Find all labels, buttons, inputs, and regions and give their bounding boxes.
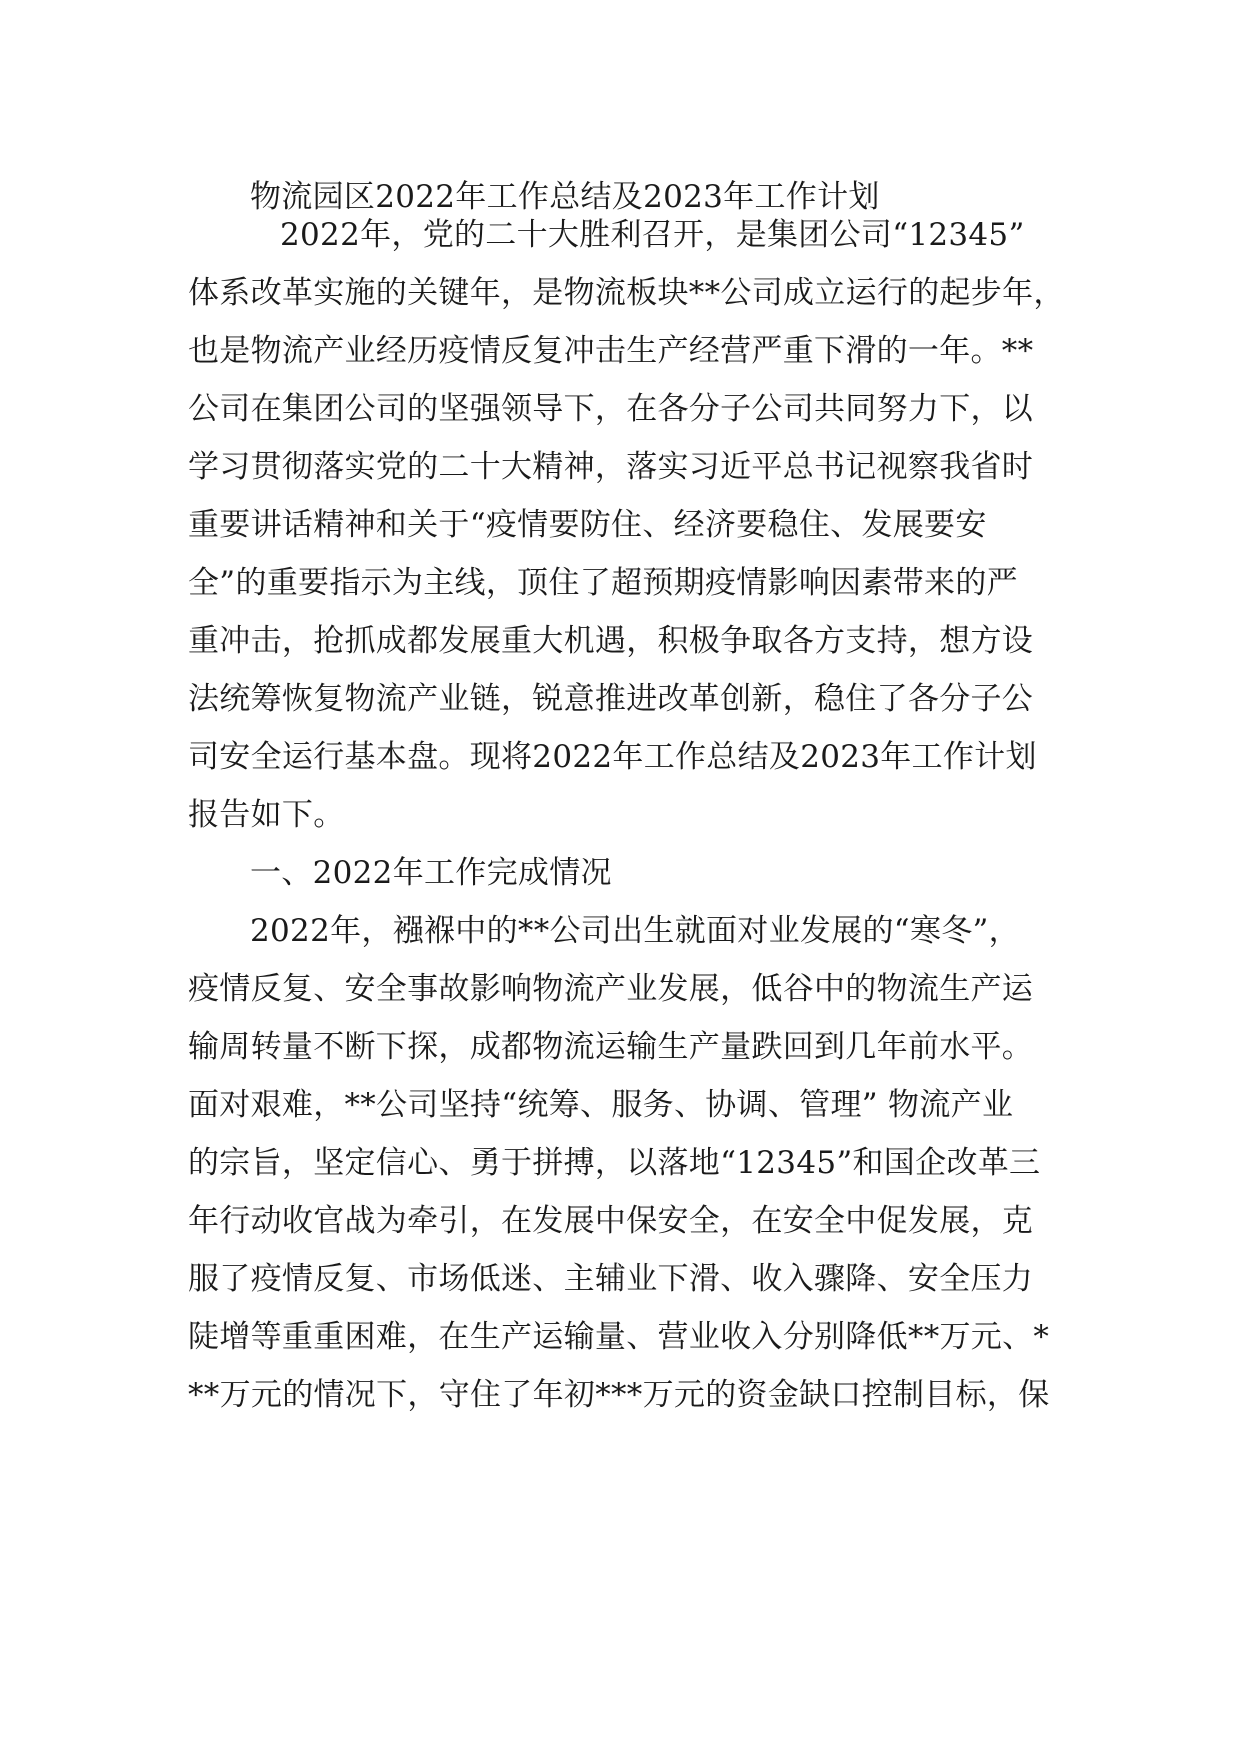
section1-line-7: 服了疫情反复、市场低迷、主辅业下滑、收入骤降、安全压力: [188, 1261, 1034, 1297]
intro-line-2: 体系改革实施的关键年，是物流板块**公司成立运行的起步年，: [188, 275, 1065, 311]
intro-line-3: 也是物流产业经历疫情反复冲击生产经营严重下滑的一年。**: [188, 333, 1034, 369]
intro-line-11: 报告如下。: [188, 797, 345, 833]
intro-line-4: 公司在集团公司的坚强领导下，在各分子公司共同努力下，以: [188, 391, 1034, 427]
section1-line-1: 2022年，襁褓中的**公司出生就面对业发展的“寒冬”，: [250, 913, 1020, 949]
intro-line-10: 司安全运行基本盘。现将2022年工作总结及2023年工作计划: [188, 739, 1037, 775]
intro-line-6: 重要讲话精神和关于“疫情要防住、经济要稳住、发展要安: [188, 507, 987, 543]
section1-line-9: **万元的情况下，守住了年初***万元的资金缺口控制目标，保: [188, 1377, 1050, 1413]
section1-line-3: 输周转量不断下探，成都物流运输生产量跌回到几年前水平。: [188, 1029, 1034, 1065]
section1-line-4: 面对艰难，**公司坚持“统筹、服务、协调、管理” 物流产业: [188, 1087, 1014, 1123]
section1-line-8: 陡增等重重困难，在生产运输量、营业收入分别降低**万元、*: [188, 1319, 1050, 1355]
section1-heading: 一、2022年工作完成情况: [250, 855, 612, 891]
section1-line-6: 年行动收官战为牵引，在发展中保安全，在安全中促发展，克: [188, 1203, 1034, 1239]
section1-line-2: 疫情反复、安全事故影响物流产业发展，低谷中的物流生产运: [188, 971, 1034, 1007]
document-title: 物流园区2022年工作总结及2023年工作计划: [250, 179, 880, 215]
section1-line-5: 的宗旨，坚定信心、勇于拼搏，以落地“12345”和国企改革三: [188, 1145, 1041, 1181]
intro-line-7: 全”的重要指示为主线，顶住了超预期疫情影响因素带来的严: [188, 565, 1018, 601]
intro-line-9: 法统筹恢复物流产业链，锐意推进改革创新，稳住了各分子公: [188, 681, 1034, 717]
intro-line-1: 2022年，党的二十大胜利召开，是集团公司“12345”: [280, 217, 1025, 253]
intro-line-8: 重冲击，抢抓成都发展重大机遇，积极争取各方支持，想方设: [188, 623, 1034, 659]
intro-line-5: 学习贯彻落实党的二十大精神，落实习近平总书记视察我省时: [188, 449, 1034, 485]
